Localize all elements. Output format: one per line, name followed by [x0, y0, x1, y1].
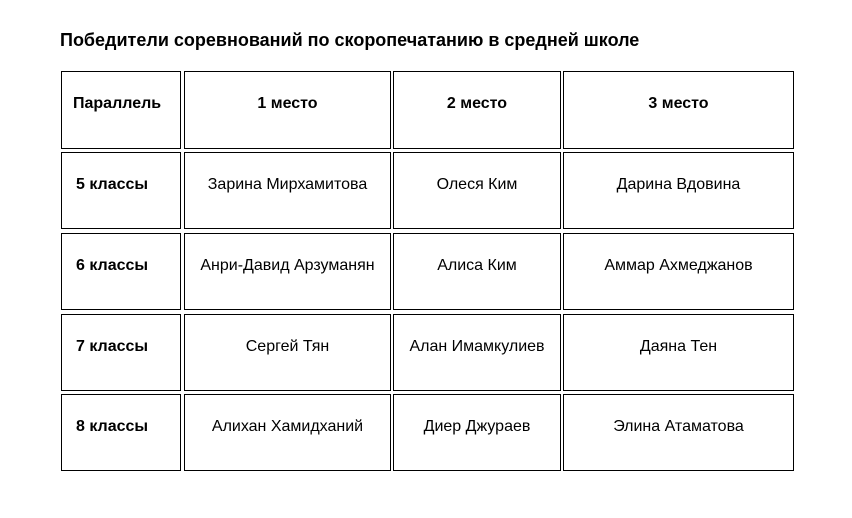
table-row-grade-cell [61, 314, 181, 391]
table-cell [184, 152, 391, 229]
table-cell [393, 152, 561, 229]
header-first-place-label: 1 место [257, 95, 318, 112]
table-cell [393, 394, 561, 471]
second-place-name: Алан Имамкулиев [409, 338, 545, 355]
second-place-name: Алиса Ким [437, 257, 517, 274]
grade-label: 5 классы [76, 176, 149, 193]
second-place-name: Диер Джураев [423, 418, 531, 435]
first-place-name: Сергей Тян [245, 338, 330, 355]
table-row-grade-cell [61, 152, 181, 229]
first-place-name: Зарина Мирхамитова [207, 176, 368, 193]
page-title: Победители соревнований по скоропечатанию в средней школе [60, 30, 640, 50]
table-header-cell [184, 71, 391, 149]
grade-label: 7 классы [76, 338, 149, 355]
third-place-name: Дарина Вдовина [616, 176, 741, 193]
table-row-grade-cell [61, 233, 181, 310]
table-cell [184, 314, 391, 391]
table-cell [184, 394, 391, 471]
table-cell [563, 152, 794, 229]
table-header-cell [61, 71, 181, 149]
table-header-cell [393, 71, 561, 149]
first-place-name: Алихан Хамидханий [211, 418, 364, 435]
table-row-grade-cell [61, 394, 181, 471]
table-cell [393, 233, 561, 310]
third-place-name: Элина Атаматова [613, 418, 744, 435]
table-cell [563, 314, 794, 391]
table-cell [563, 394, 794, 471]
second-place-name: Олеся Ким [436, 176, 518, 193]
third-place-name: Аммар Ахмеджанов [604, 257, 753, 274]
grade-label: 8 классы [76, 418, 149, 435]
header-grade-label: Параллель [73, 95, 162, 112]
third-place-name: Даяна Тен [639, 338, 718, 355]
table-cell [563, 233, 794, 310]
first-place-name: Анри-Давид Арзуманян [200, 257, 375, 274]
table-cell [184, 233, 391, 310]
header-third-place-label: 3 место [648, 95, 709, 112]
header-second-place-label: 2 место [446, 95, 508, 112]
table-header-cell [563, 71, 794, 149]
winners-table [61, 71, 794, 472]
grade-label: 6 классы [76, 257, 149, 274]
table-cell [393, 314, 561, 391]
